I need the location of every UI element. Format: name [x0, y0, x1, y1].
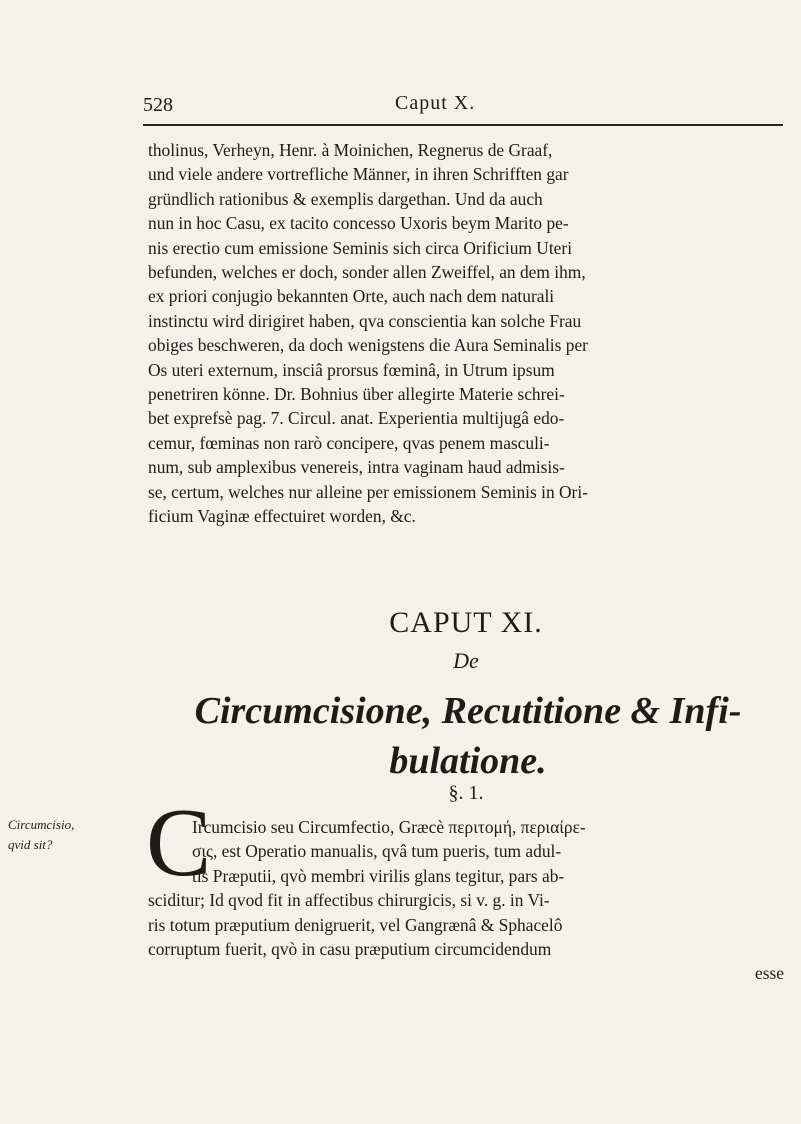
chapter-preposition: De [453, 648, 479, 673]
text-line: tholinus, Verheyn, Henr. à Moinichen, Regnerus de Graaf, [148, 140, 553, 160]
text-line: Ircumcisio seu Circumfectio, Græcè περιτομή, περιαίρε- [192, 817, 586, 837]
drop-cap-initial: C [146, 789, 212, 897]
section-paragraph [148, 815, 784, 986]
text-line: ficium Vaginæ effectuiret worden, &c. [148, 506, 416, 527]
margin-note [8, 815, 138, 855]
text-line: corruptum fuerit, qvò in casu præputium circumcidendum [148, 939, 552, 960]
body-paragraph [148, 138, 784, 529]
page-header [143, 90, 783, 124]
page-number: 528 [143, 94, 173, 116]
text-line: nis erectio cum emissione Seminis sich circa Orificium Uteri [148, 237, 573, 258]
text-line: befunden, welches er doch, sonder allen Zweiffel, an dem ihm, [148, 262, 586, 283]
chapter-title-line: bulatione. [389, 740, 547, 782]
text-line: num, sub amplexibus venereis, intra vaginam haud admisis- [148, 457, 565, 478]
chapter-title-line: Circumcisione, Recutitione & Infi- [194, 690, 742, 732]
text-line: se, certum, welches nur alleine per emissionem Seminis in Ori- [148, 481, 588, 502]
text-line: instinctu wird dirigiret haben, qva conscientia kan solche Frau [148, 310, 582, 331]
text-line: und viele andere vortrefliche Männer, in ihren Schrifften gar [148, 164, 569, 185]
margin-note-line: qvid sit? [8, 837, 53, 852]
margin-note-line: Circumcisio, [8, 817, 75, 832]
text-line: nun in hoc Casu, ex tacito concesso Uxoris beym Marito pe- [148, 213, 569, 234]
text-line: cemur, fœminas non rarò concipere, qvas penem masculi- [148, 432, 550, 453]
text-line: tis Præputii, qvò membri virilis glans tegitur, pars ab- [192, 865, 565, 886]
text-line: penetriren könne. Dr. Bohnius über allegirte Materie schrei- [148, 384, 565, 405]
running-head: Caput X. [395, 92, 476, 114]
text-line: sciditur; Id qvod fit in affectibus chirurgicis, si v. g. in Vi- [148, 890, 550, 911]
text-line: ris totum præputium denigruerit, vel Gangrænâ & Sphacelô [148, 914, 563, 935]
section-number: §. 1. [448, 782, 484, 804]
text-line: ex priori conjugio bekannten Orte, auch nach dem naturali [148, 286, 555, 307]
header-rule [143, 124, 783, 126]
chapter-title [150, 686, 786, 786]
text-line: bet exprefsè pag. 7. Circul. anat. Experientia multijugâ edo- [148, 408, 565, 429]
text-line: σις, est Operatio manualis, qvâ tum pueris, tum adul- [192, 841, 562, 862]
text-line: gründlich rationibus & exemplis dargethan. Und da auch [148, 188, 543, 209]
chapter-heading: CAPUT XI. [389, 606, 543, 639]
text-line: obiges beschweren, da doch wenigstens die Aura Seminalis per [148, 335, 588, 356]
catchword: esse [755, 963, 784, 984]
text-line: Os uteri externum, insciâ prorsus fœminâ, in Utrum ipsum [148, 359, 555, 380]
